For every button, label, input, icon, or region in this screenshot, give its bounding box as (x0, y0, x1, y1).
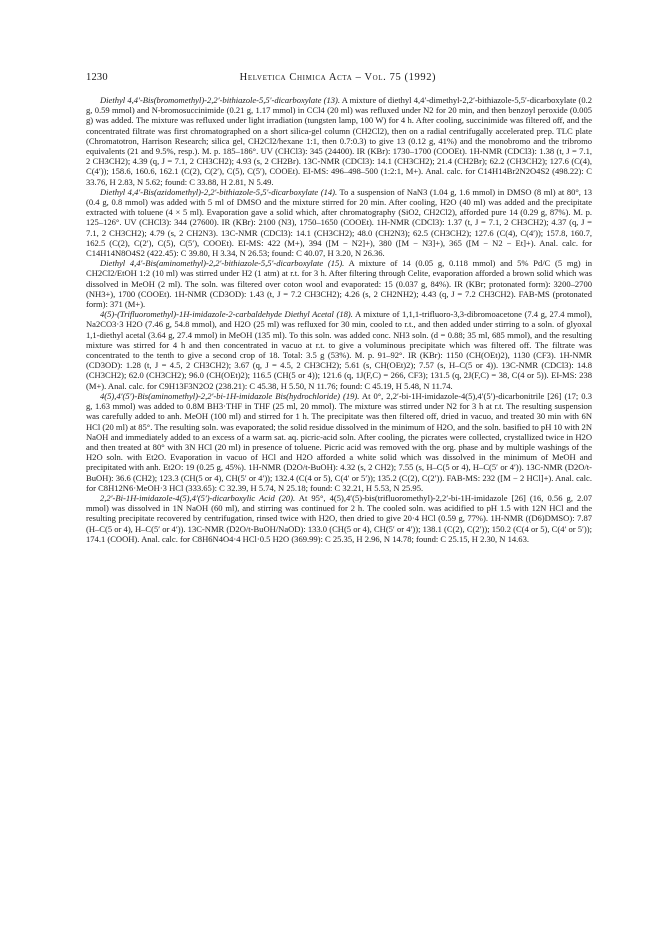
paragraph-compound-20 (86, 493, 592, 544)
article-body (86, 95, 592, 544)
paragraph-compound-18 (86, 309, 592, 391)
paragraph-compound-14 (86, 187, 592, 258)
paragraph-text: A mixture of 1,1,1-trifluoro-3,3-dibromoacetone (7.4 g, 27.4 mmol), Na2CO3·3 H2O (7.46 g, 54.8 mmol), and H2O (25 ml) was refluxed for 30 min, cooled to r.t., and then added under stirring to a soln. of glyoxal 1,1-diethyl acetal (3.64 g, 27.4 mmol) in MeOH (135 ml). To this soln. was added conc. NH3 soln. (d = 0.88; 35 ml, 685 mmol), and the resulting mixture was stirred for 4 h and then concentrated in vacuo at r.t. to give a voluminous precipitate which was filtered off. The filtrate was concentrated to the tenth to give a second crop of 18. Total: 3.5 g (53%). M. p. 91–92°. IR (KBr): 1150 (CH(OEt)2), 1130 (CF3). 1H-NMR (CD3OD): 1.28 (t, J = 4.5, 2 CH3CH2); 3.67 (q, J = 4.5, 2 CH3CH2); 5.61 (s, CH(OEt)2); 7.57 (s, H–C(5 or 4)). 13C-NMR (CDCl3): 14.8 (CH3CH2); 62.0 (CH3CH2); 96.0 (CH(OEt)2); 116.5 (CH(5 or 4)); 121.6 (q, 1J(F,C) = 266, CF3); 131.5 (q, 2J(F,C) = 38, C(4 or 5)). EI-MS: 238 (M+). Anal. calc. for C9H13F3N2O2 (238.21): C 45.38, H 5.50, N 11.76; found: C 45.19, H 5.48, N 11.74. (86, 309, 592, 391)
compound-title: 4(5)-(Trifluoromethyl)-1H-imidazole-2-carbaldehyde Diethyl Acetal (18). (100, 309, 353, 320)
paragraph-text: At 95°, 4(5),4′(5)-bis(trifluoromethyl)-2,2′-bi-1H-imidazole [26] (16, 0.56 g, 2.07 mmol) was dissolved in 1N NaOH (60 ml), and stirring was continued for 2 h. The cooled soln. was acidified to pH 1.5 with 12N HCl and the resulting precipitate recovered by centrifugation, rinsed twice with H2O, then dried to give 20·4 HCl (0.59 g, 77%). 1H-NMR ((D6)DMSO): 7.87 (H–C(5 or 4), H–C(5′ or 4′)). 13C-NMR (D2O/t-BuOH/NaOD): 133.0 (CH(5 or 4), CH(5′ or 4′)); 138.1 (C(2), C(2′)); 150.2 (C(4 or 5), C(4′ or 5′)); 174.1 (COOH). Anal. calc. for C8H6N4O4·4 HCl·0.5 H2O (369.99): C 25.35, H 2.96, N 14.78; found: C 25.15, H 2.30, N 14.63. (86, 492, 592, 544)
compound-title: Diethyl 4,4′-Bis(azidomethyl)-2,2′-bithiazole-5,5′-dicarboxylate (14). (100, 186, 338, 197)
compound-title: Diethyl 4,4′-Bis(bromomethyl)-2,2′-bithiazole-5,5′-dicarboxylate (13). (100, 95, 340, 105)
paragraph-compound-15 (86, 258, 592, 309)
page-number: 1230 (86, 72, 108, 83)
paragraph-compound-13 (86, 95, 592, 187)
paragraph-compound-19 (86, 391, 592, 493)
compound-title: 4(5),4′(5′)-Bis(aminomethyl)-2,2′-bi-1H-imidazole Bis(hydrochloride) (19). (100, 390, 360, 401)
compound-title: 2,2′-Bi-1H-imidazole-4(5),4′(5′)-dicarboxylic Acid (20). (100, 492, 296, 503)
running-header (86, 72, 592, 83)
paragraph-text: A mixture of 14 (0.05 g, 0.118 mmol) and 5% Pd/C (5 mg) in CH2Cl2/EtOH 1:2 (10 ml) was stirred under H2 (1 atm) at r.t. for 3 h. After filtering through Celite, evaporation afforded a brown solid which was dissolved in MeOH (2 ml). The soln. was filtered over coton wool and evaporated: 15 (0.037 g, 84%). IR (KBr; protonated form): 3200–2700 (NH3+), 1700 (COOEt). 1H-NMR (CD3OD): 1.43 (t, J = 7.2 CH3CH2); 4.26 (s, 2 CH2NH2); 4.43 (q, J = 7.2 CH3CH2). FAB-MS (protonated form): 371 (M+). (86, 258, 592, 310)
paragraph-text: To a suspension of NaN3 (1.04 g, 1.6 mmol) in DMSO (8 ml) at 80°, 13 (0.4 g, 0.8 mmol) was added with 5 ml of DMSO and the mixture stirred for 20 min. After cooling, H2O (40 ml) was added and the precipitate extracted with toluene (4 × 5 ml). Evaporation gave a solid which, after chromatography (SiO2, CH2Cl2), afforded pure 14 (0.29 g, 87%). M. p. 125–126°. UV (CHCl3): 344 (27600). IR (KBr): 2100 (N3), 1750–1650 (COOEt). 1H-NMR (CDCl3): 1.37 (t, J = 7.1, 2 CH3CH2); 4.37 (q, J = 7.1, 2 CH3CH2); 4.79 (s, 2 CH2N3). 13C-NMR (CDCl3): 14.1 (CH3CH2); 48.0 (CH2N3); 62.5 (CH3CH2); 127.6 (C(4), C(4′)); 157.8, 160.7, 162.5 (C(2), C(2′), C(5), C(5′), COOEt). EI-MS: 422 (M+), 394 ([M − N2]+), 380 ([M − N3]+), 365 ([M − N2 − Et]+). Anal. calc. for C14H14N8O4S2 (422.45): C 39.80, H 3.34, N 26.53; found: C 40.07, H 3.20, N 26.36. (86, 186, 592, 259)
paragraph-text: A mixture of diethyl 4,4′-dimethyl-2,2′-bithiazole-5,5′-dicarboxylate (0.2 g, 0.59 mmol) and N-bromosuccinimide (0.21 g, 1.17 mmol) in CCl4 (20 ml) was refluxed under N2 for 20 min, and then benzoyl peroxide (0.005 g) was added. The mixture was refluxed under light irradiation (tungsten lamp, 100 W) for 4 h. After cooling, succinimide was filtered off, and the concentrated filtrate was first chromatographed on a short silica-gel column (CH2Cl2), then on a radial centrifugally accelerated prep. TLC plate (Chromatotron, Harrison Research; silica gel, CH2Cl2/hexane 1:1, then 0.7:0.3) to give 13 (0.12 g, 41%) and the monobromo and the tribromo equivalents (21 and 9.5%, resp.). M. p. 185–186°. UV (CHCl3): 345 (24400). IR (KBr): 1730–1700 (COOEt). 1H-NMR (CDCl3): 1.38 (t, J = 7.1, 2 CH3CH2); 4.39 (q, J = 7.1, 2 CH3CH2); 4.93 (s, 2 CH2Br). 13C-NMR (CDCl3): 14.1 (CH3CH2); 21.4 (CH2Br); 62.2 (CH3CH2); 127.6 (C(4), C(4′)); 158.6, 160.6, 162.1 (C(2), C(2′), C(5), C(5′), COOEt). EI-MS: 496–498–500 (1:2:1, M+). Anal. calc. for C14H14Br2N2O4S2 (498.22): C 33.76, H 2.83, N 5.62; found: C 33.88, H 2.81, N 5.49. (86, 95, 593, 187)
journal-title: Helvetica Chimica Acta – Vol. 75 (1992) (239, 72, 437, 83)
paragraph-text: At 0°, 2,2′-bi-1H-imidazole-4(5),4′(5′)-dicarbonitrile [26] (17; 0.3 g, 1.63 mmol) was added to 0.8M BH3·THF in THF (25 ml, 20 mmol). The mixture was stirred under N2 for 3 h at r.t. The resulting suspension was carefully added to anh. MeOH (100 ml) and stirred for 1 h. The precipitate was then filtered off, dried in vacuo, and treated 30 min with 6N HCl (20 ml) at 85°. The resulting soln. was evaporated; the solid residue dissolved in the minimum of H2O, and the soln. basified to pH 10 with 2N NaOH and immediately added to an excess of a warm sat. aq. picric-acid soln. After cooling, the picrates were collected, crystallized twice in H2O and then treated at 80° with 3N HCl (20 ml) in presence of toluene. Picric acid was removed with the org. phase and by multiple washings of the H2O soln. with Et2O. Evaporation in vacuo of HCl and H2O afforded a white solid which was dissolved in the minimum of MeOH and precipitated with anh. Et2O: 19 (0.25 g, 45%). 1H-NMR (D2O/t-BuOH): 4.32 (s, 2 CH2); 7.55 (s, H–C(5 or 4), H–C(5′ or 4′)). 13C-NMR (D2O/t-BuOH): 36.6 (CH2); 123.3 (CH(5 or 4), CH(5′ or 4′)); 132.4 (C(4 or 5), C(4′ or 5′)); 135.2 (C(2), C(2′)). FAB-MS: 232 ([M − 2 HCl]+). Anal. calc. for C8H12N6·MeOH·3 HCl (333.65): C 32.39, H 5.74, N 25.18; found: C 32.21, H 5.53, N 25.95. (86, 390, 592, 493)
compound-title: Diethyl 4,4′-Bis(aminomethyl)-2,2′-bithiazole-5,5′-dicarboxylate (15). (100, 258, 345, 269)
